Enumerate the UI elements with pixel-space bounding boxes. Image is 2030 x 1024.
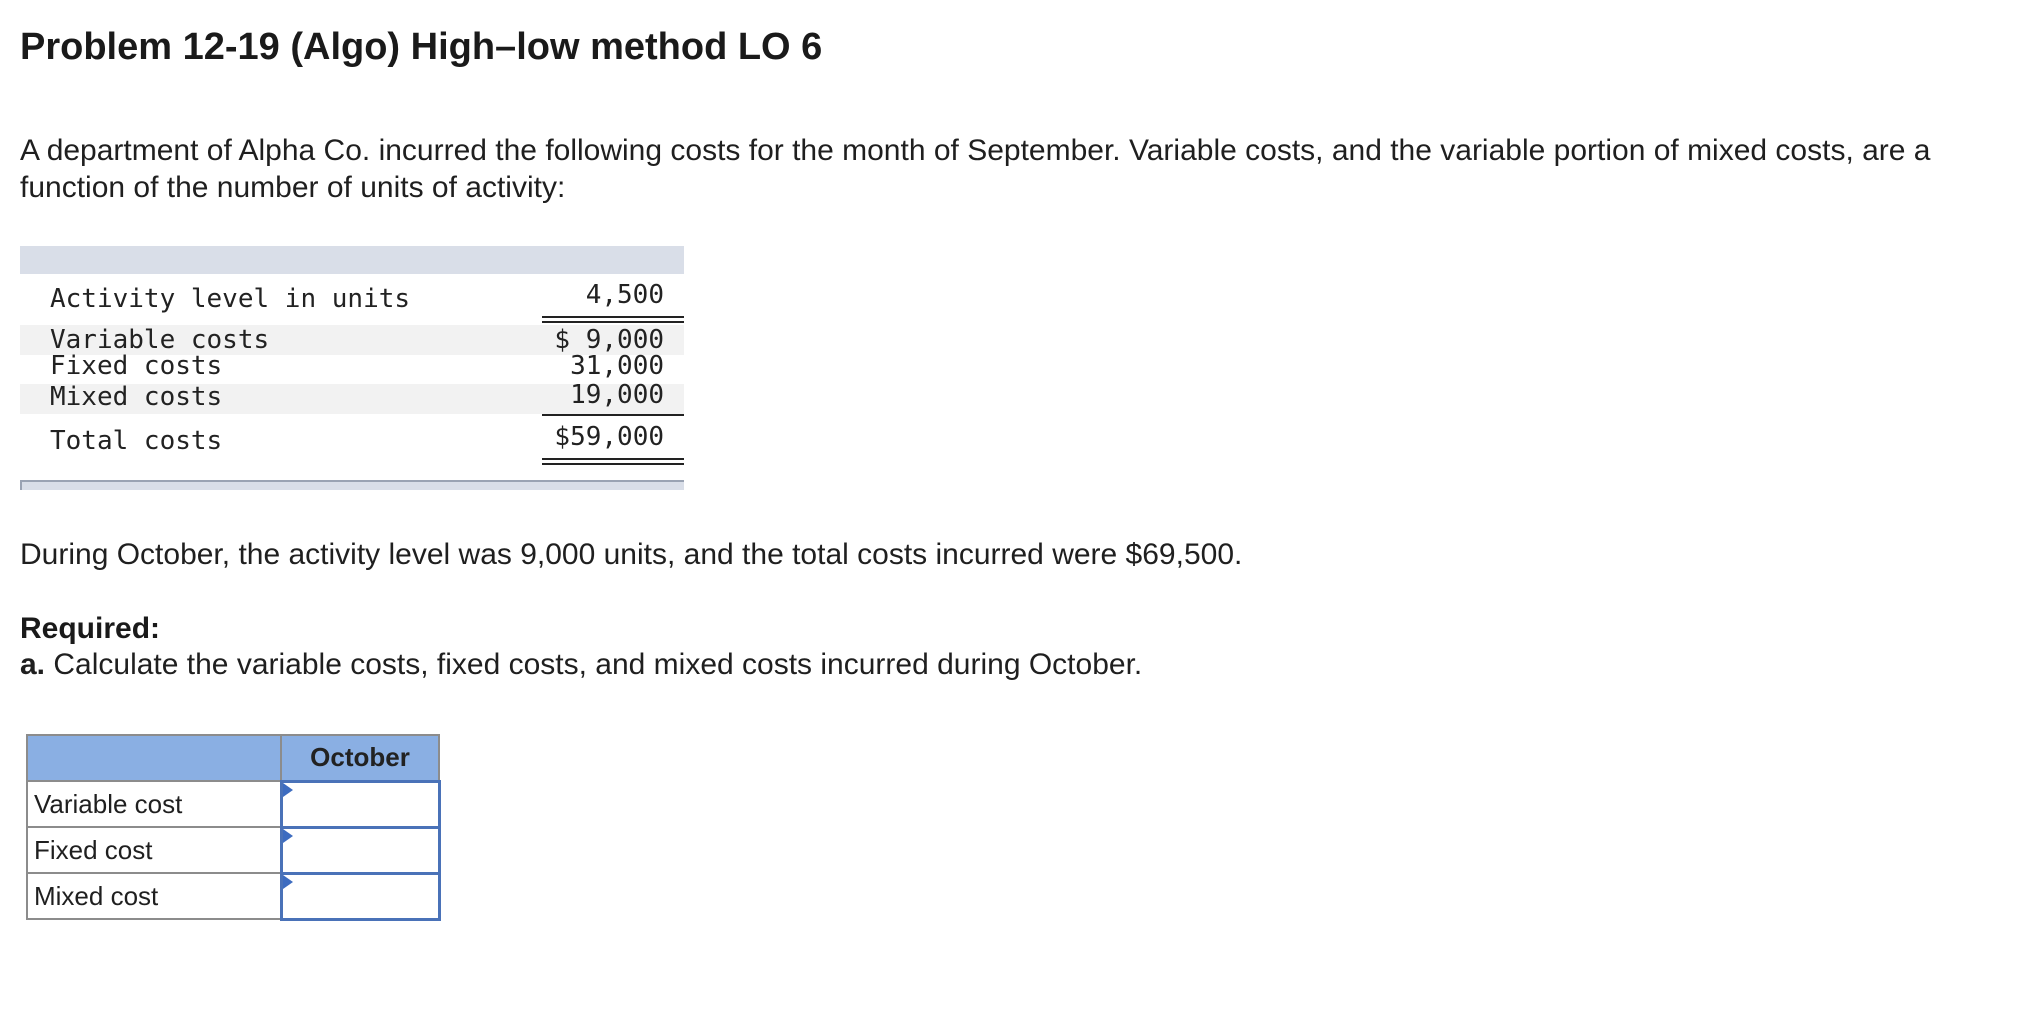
answer-header-row xyxy=(27,735,439,781)
header-october: October xyxy=(281,735,439,781)
row-label: Total costs xyxy=(50,426,223,456)
double-rule-top xyxy=(542,316,684,318)
subtotal-rule xyxy=(542,414,684,416)
row-value: 4,500 xyxy=(585,280,664,310)
input-marker-icon xyxy=(283,783,293,797)
table-row-total xyxy=(20,422,684,456)
answer-row-mixed xyxy=(27,873,439,919)
part-a-text: Calculate the variable costs, fixed costs, and mixed costs incurred during October. xyxy=(53,648,1143,681)
page-title: Problem 12-19 (Algo) High–low method LO 6 xyxy=(20,26,823,68)
variable-cost-input[interactable] xyxy=(283,783,438,826)
row-label: Fixed cost xyxy=(27,827,281,873)
row-value: 31,000 xyxy=(570,351,664,381)
row-label: Fixed costs xyxy=(50,351,223,381)
row-label: Variable costs xyxy=(50,325,270,355)
answer-cell xyxy=(281,781,439,827)
double-rule-bottom xyxy=(542,463,684,465)
required-heading: Required: xyxy=(20,612,161,645)
answer-cell xyxy=(281,827,439,873)
answer-cell xyxy=(281,873,439,919)
row-label: Mixed costs xyxy=(50,382,223,412)
row-label: Mixed cost xyxy=(27,873,281,919)
row-value: 19,000 xyxy=(570,380,664,410)
answer-row-fixed xyxy=(27,827,439,873)
fixed-cost-input[interactable] xyxy=(283,829,438,872)
mixed-cost-input[interactable] xyxy=(283,875,438,918)
row-value: $ 9,000 xyxy=(554,325,664,355)
september-cost-table xyxy=(20,246,684,490)
intro-paragraph: A department of Alpha Co. incurred the following costs for the month of September. Variable costs, and the variable portion of mixed costs, are a function of the number of units of activity: xyxy=(20,134,1931,204)
row-value: $59,000 xyxy=(554,422,664,452)
answer-row-variable xyxy=(27,781,439,827)
answer-table xyxy=(26,734,441,921)
row-label: Variable cost xyxy=(27,781,281,827)
part-a-prefix: a. xyxy=(20,648,46,681)
october-paragraph: During October, the activity level was 9,000 units, and the total costs incurred were $69,500. xyxy=(20,538,1243,571)
part-a-instruction xyxy=(20,648,1142,682)
header-empty-cell xyxy=(27,735,281,781)
table-row-activity xyxy=(20,280,684,314)
row-label: Activity level in units xyxy=(50,284,411,314)
table-footer-band xyxy=(20,480,684,490)
input-marker-icon xyxy=(283,829,293,843)
double-rule-bottom xyxy=(542,321,684,323)
double-rule-top xyxy=(542,458,684,460)
table-row-mixed xyxy=(20,380,684,414)
table-header-band xyxy=(20,246,684,274)
input-marker-icon xyxy=(283,875,293,889)
